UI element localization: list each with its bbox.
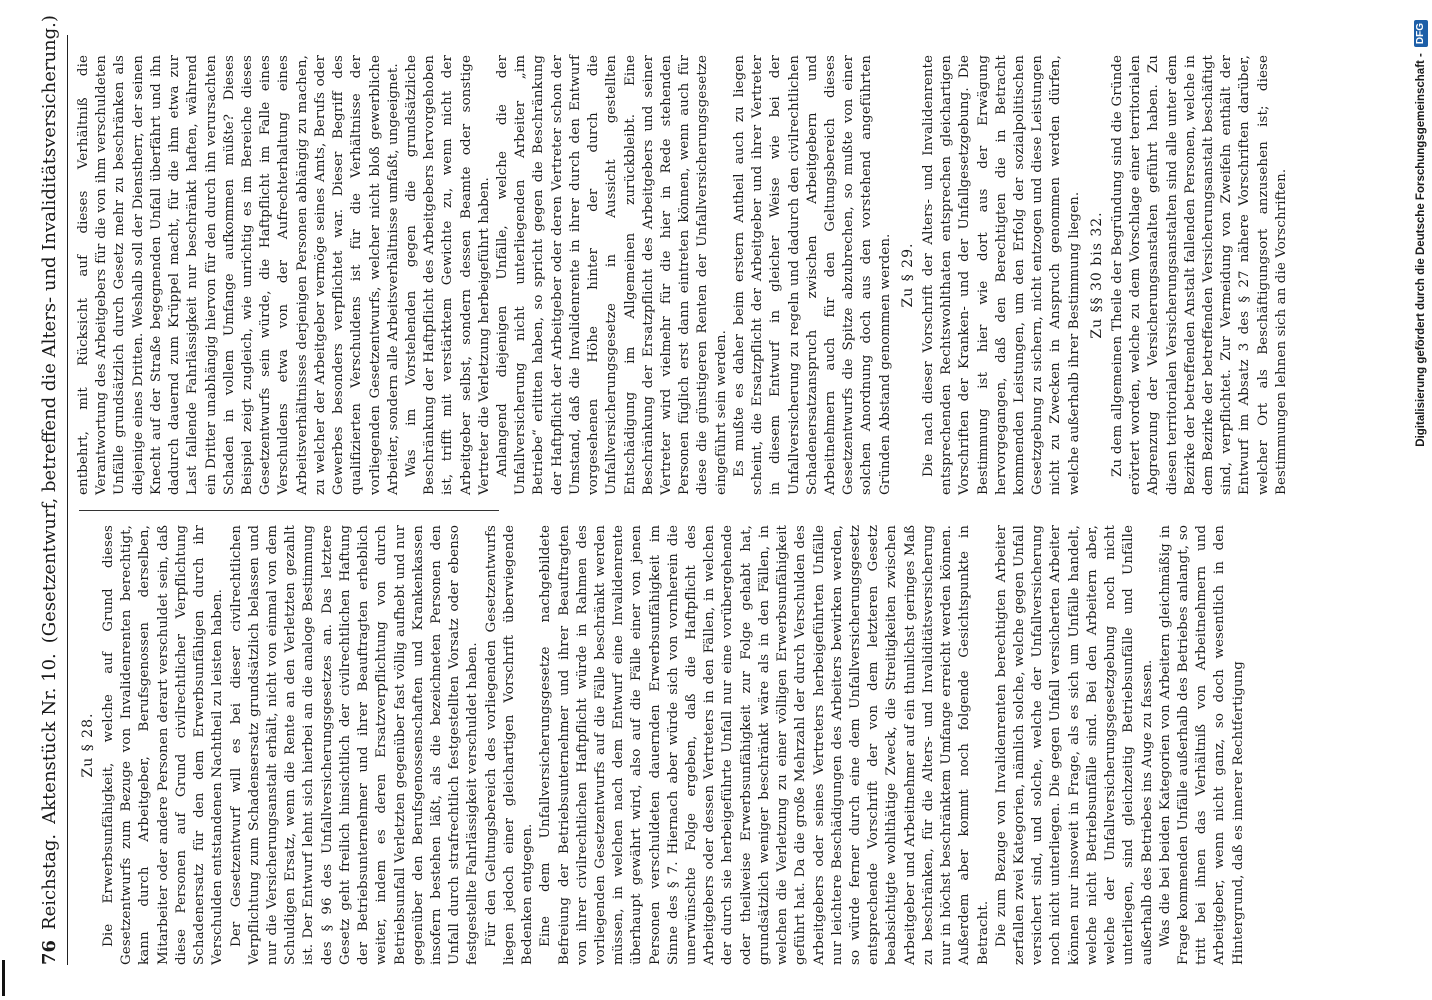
column-divider (79, 510, 499, 511)
paragraph: Die nach dieser Vorschrift der Alters- und Invalidenrente entsprechenden Rechtswohlthaten entsprechen gleichartigen Vorschriften der Kranken- und der Unfallgesetzgebung. Die Bestimmung ist hier wie dort aus der Erwägung hervorgegangen, daß den Berechtigten die in Betracht kommenden Leistungen, um den Erfolg der sozialpolitischen Gesetzgebung zu sichern, nicht entzogen und diese Leistungen nicht zu Zwecken in Anspruch genommen werden dürfen, welche außerhalb ihrer Bestimmung liegen. (920, 55, 1082, 495)
rotated-document-page (35, 15, 1415, 965)
digitization-note-line (1412, 20, 1430, 980)
paragraph: Der Gesetzentwurf will es bei dieser civilrechtlichen Verpflichtung zum Schadensersatz grundsätzlich belassen und nur die Versicherungsanstalt erhält, nicht von einmal von dem Schuldigen Ersatz, wenn die Rente an den Verletzten gezahlt ist. Der Entwurf lehnt sich hierbei an die analoge Bestimmung des § 96 des Unfallversicherungsgesetzes an. Das letztere Gesetz geht freilich hinsichtlich der civilrechtlichen Haftung der Betriebsunternehmer und ihrer Beauftragten erheblich weiter, indem es deren Ersatzverpflichtung von durch Betriebsunfall Verletzten gegenüber fast völlig aufhebt und nur gegenüber den Berufsgenossenschaften und Krankenkassen insofern bestehen läßt, als die bezeichneten Personen den Unfall durch strafrechtlich festgestellten Vorsatz oder ebenso festgestellte Fahrlässigkeit verschuldet haben. (228, 525, 481, 965)
paragraph: entbehrt, mit Rücksicht auf dieses Verhältniß die Verantwortung des Arbeitgebers für die von ihm verschuldeten Unfälle grundsätzlich durch Gesetz mehr zu beschränken als diejenige eines Dritten. Weshalb soll der Dienstherr, der seinen Knecht auf der Straße begegnenden Unfall überfährt und ihn dadurch dauernd zum Krüppel macht, für die ihm etwa zur Last fallende Fahrlässigkeit nur beschränkt haften, während ein Dritter unabhängig hiervon für den durch ihn verursachten Schaden in vollem Umfange aufkommen müßte? Dieses Beispiel zeigt zugleich, wie unrichtig es im Bereiche dieses Gesetzentwurfs sein würde, die Haftpflicht im Falle eines Verschuldens etwa von der Aufrechterhaltung eines Arbeitsverhältnisses derjenigen Personen abhängig zu machen, zu welcher der Arbeitgeber vermöge seines Amts, Berufs oder Gewerbes besonders verpflichtet war. Dieser Begriff des qualifizierten Verschuldens ist für die Verhältnisse der vorliegenden Gesetzentwurfs, welcher nicht bloß gewerbliche Arbeiter, sondern alle Arbeitsverhältnisse umfaßt, ungeeignet. (76, 55, 401, 495)
left-column (75, 525, 1255, 965)
paragraph: Was im Vorstehenden gegen die grundsätzliche Beschränkung der Haftpflicht des Arbeitgebers hervorgehoben ist, trifft mit verstärktem Gewichte zu, wenn nicht der Arbeitgeber selbst, sondern dessen Beamte oder sonstige Vertreter die Verletzung herbeigeführt haben. (403, 55, 492, 495)
paragraph: Anlangend diejenigen Unfälle, welche die der Unfallversicherung nicht unterliegenden Arbeiter „im Betriebe“ erlitten haben, so spricht gegen die Beschränkung der Haftpflicht der Arbeitgeber oder deren Vertreter schon der Umstand, daß die Invalidenrente in ihrer durch den Entwurf vorgesehenen Höhe hinter der durch die Unfallversicherungsgesetze in Aussicht gestellten Entschädigung im Allgemeinen zurückbleibt. Eine Beschränkung der Ersatzpflicht des Arbeitgebers und seiner Vertreter wird vielmehr für die hier in Rede stehenden Personen füglich erst dann eintreten können, wenn auch für diese die günstigeren Renten der Unfallversicherungsgesetze eingeführt sein werden. (495, 55, 729, 495)
section-heading: Zu §§ 30 bis 32. (1088, 211, 1105, 339)
paragraph: Was die bei beiden Kategorien von Arbeitern gleichmäßig in Frage kommenden Unfälle außerhalb des Betriebes anlangt, so tritt bei ihnen das Verhältniß von Arbeitnehmern und Arbeitgeber, wenn nicht ganz, so doch wesentlich in den Hintergrund, daß es innerer Rechtfertigung (1157, 525, 1246, 965)
paragraph: Eine dem Unfallversicherungsgesetze nachgebildete Befreiung der Betriebsunternehmer und ihrer Beauftragten von ihrer civilrechtlichen Haftpflicht würde in Rahmen des vorliegenden Gesetzentwurfs auf die Fälle beschränkt werden müssen, in welchen nach dem Entwurf eine Invalidenrente überhaupt gewährt wird, also auf die Fälle einer von jenen Personen verschuldeten dauernden Erwerbsunfähigkeit im Sinne des § 7. Hiernach aber würde sich von vornherein die unerwünschte Folge ergeben, daß die Haftpflicht des Arbeitgebers oder dessen Vertreters in den Fällen, in welchen der durch sie herbeigeführte Unfall nur eine vorübergehende oder theilweise Erwerbsunfähigkeit zur Folge gehabt hat, grundsätzlich weniger beschränkt wäre als in den Fällen, in welchen die Verletzung zu einer völligen Erwerbsunfähigkeit geführt hat. Da die große Mehrzahl der durch Verschulden des Arbeitgebers oder seines Vertreters herbeigeführten Unfälle nur leichtere Beschädigungen des Arbeiters bewirken werden, so würde ferner durch eine dem Unfallversicherungsgesetz entsprechende Vorschrift der von dem letzteren Gesetz beabsichtigte wohlthätige Zweck, die Streitigkeiten zwischen Arbeitgeber und Arbeitnehmer auf ein thunlichst geringes Maß zu beschränken, für die Alters- und Invaliditätsversicherung nur in höchst beschränktem Umfange erreicht werden können. Außerdem aber kommt noch folgende Gesichtspunkte in Betracht. (538, 525, 991, 965)
paragraph: Für den Geltungsbereich des vorliegenden Gesetzentwurfs liegen jedoch einer gleichartigen Vorschrift überwiegende Bedenken entgegen. (483, 525, 536, 965)
section-heading: Zu § 29. (899, 242, 916, 308)
section-heading: Zu § 28. (80, 712, 96, 778)
header-doc-ref: Aktenstück Nr. 10. (39, 653, 60, 824)
dfg-logo: DFG (1414, 20, 1428, 47)
header-doc-title: (Gesetzentwurf, betreffend die Alters- und Invaliditätsversicherung.) (39, 15, 60, 644)
paragraph: Die Erwerbsunfähigkeit, welche auf Grund dieses Gesetzentwurfs zum Bezuge von Invalidenrenten berechtigt, kann durch Arbeitgeber, Berufsgenossen derselben, Mitarbeiter oder andere Personen derart verschuldet sein, daß diese Personen auf Grund civilrechtlicher Verpflichtung Schadenersatz für den dem Erwerbsunfähigen durch ihr Verschulden entstandenen Nachtheil zu leisten haben. (101, 525, 226, 965)
digitization-sidebar (1408, 20, 1430, 980)
digitization-note: Digitalisierung gefördert durch die Deutsche Forschungsgemeinschaft - (1415, 53, 1427, 447)
paragraph: Es mußte es daher beim erstern Antheil auch zu liegen scheint, die Ersatzpflicht der Arbeitgeber und ihrer Vertreter in diesem Entwurf in gleicher Weise wie bei der Unfallversicherung zu regeln und dadurch den civilrechtlichen Schadenersatzanspruch zwischen Arbeitgebern und Arbeitnehmern auch für den Geltungsbereich dieses Gesetzentwurfs die Spitze abzubrechen, so mußte von einer solchen Anordnung doch aus den vorstehend angeführten Gründen Abstand genommen werden. (731, 55, 893, 495)
header-source: Reichstag. (39, 833, 60, 930)
paragraph: Die zum Bezuge von Invalidenrenten berechtigten Arbeiter zerfallen zwei Kategorien, nämlich solche, welche gegen Unfall versichert sind, und solche, welche der Unfallversicherung noch nicht unterliegen. Die gegen Unfall versicherten Arbeiter können nur insoweit in Frage, als es sich um Unfälle handelt, welche nicht Betriebsunfälle sind. Bei den Arbeitern aber, welche der Unfallversicherungsgesetzgebung noch nicht unterliegen, sind gleichzeitig Betriebsunfälle und Unfälle außerhalb des Betriebes ins Auge zu fassen. (993, 525, 1155, 965)
paragraph: Zu dem allgemeinen Theile der Begründung sind die Gründe erörtert worden, welche zu dem Vorschlage einer territorialen Abgrenzung der Versicherungsanstalten geführt haben. Zu diesen territorialen Versicherungsanstalten sind alle unter dem Bezirke der betreffenden Anstalt fallenden Personen, welche in dem Bezirke der betreffenden Versicherungsanstalt beschäftigt sind, verpflichtet. Zur Vermeidung von Zweifeln enthält der Entwurf im Absatz 3 des § 27 nähere Vorschriften darüber, welcher Ort als Beschäftigungsort anzusehen ist; diese Bestimmungen lehnen sich an die Vorschriften. (1109, 55, 1289, 495)
page-header (35, 15, 68, 965)
right-column (75, 55, 1289, 495)
page-number: 76 (39, 939, 60, 965)
scan-edge-mark (2, 960, 5, 996)
